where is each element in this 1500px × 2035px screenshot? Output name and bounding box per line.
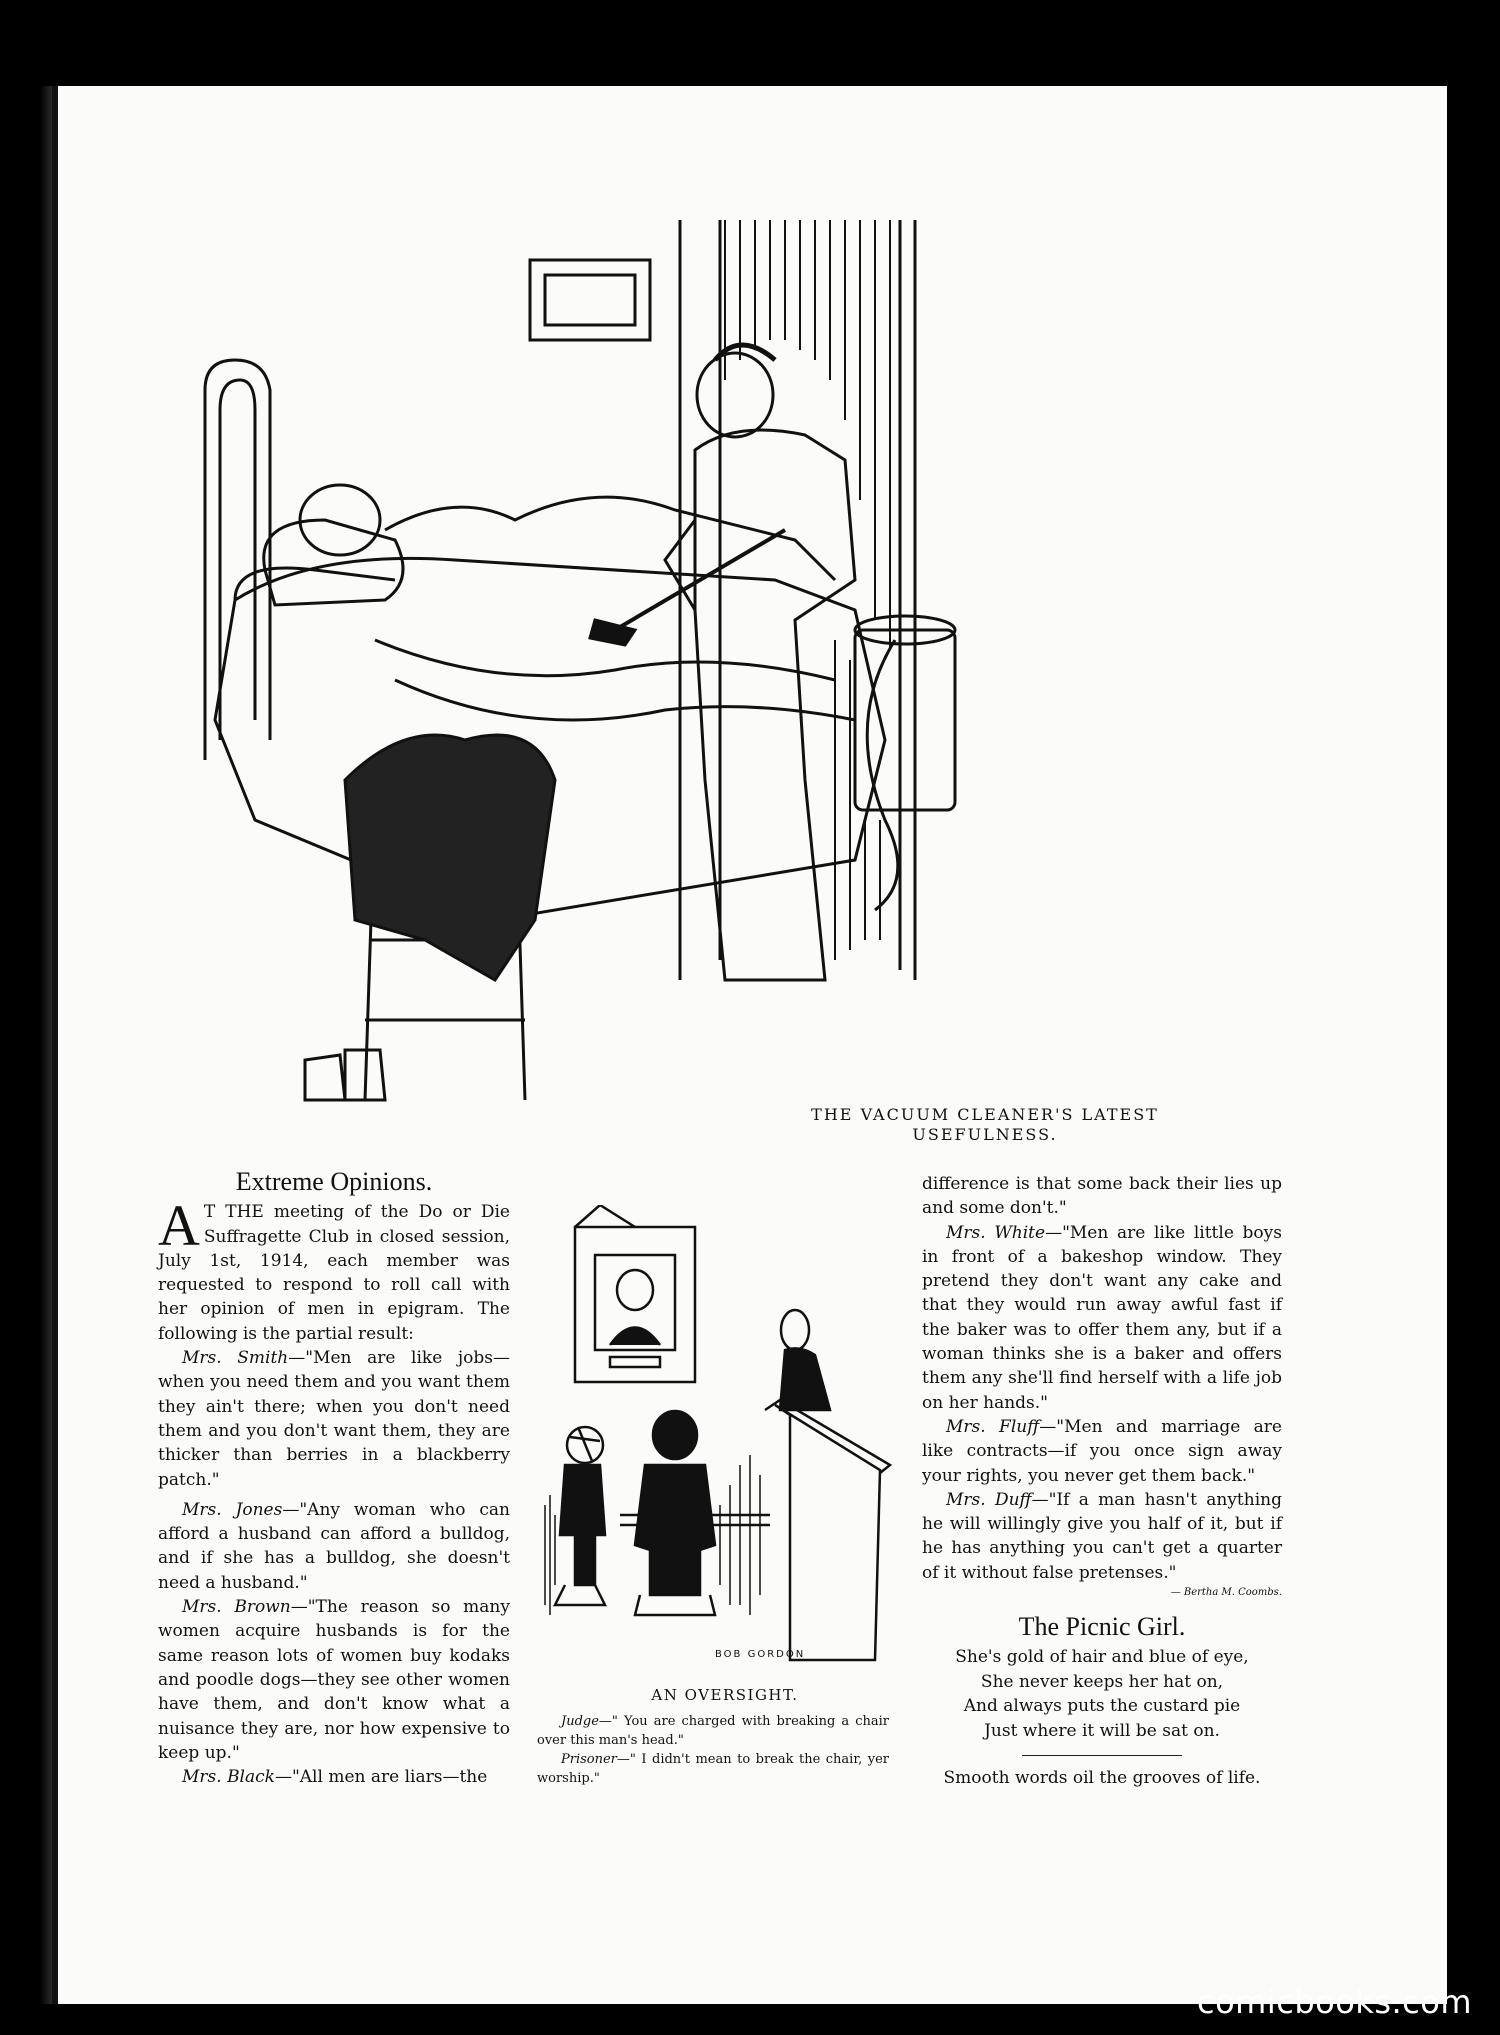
picnic-girl-poem xyxy=(922,1645,1282,1743)
fluff-paragraph: Mrs. Fluff—"Men and marriage are like contracts—if you once sign away your rights, you never get them back." xyxy=(922,1416,1282,1486)
proverb: Smooth words oil the grooves of life. xyxy=(943,1768,1261,1789)
oversight-caption xyxy=(537,1712,889,1788)
continued-text: difference is that some back their lies up and some don't." xyxy=(922,1174,1282,1219)
picnic-girl-heading: The Picnic Girl. xyxy=(1018,1612,1186,1642)
poem-line: She never keeps her hat on, xyxy=(980,1671,1224,1692)
extreme-opinions-heading: Extreme Opinions. xyxy=(235,1167,433,1196)
poem-line: Just where it will be sat on. xyxy=(984,1720,1220,1741)
jones-paragraph: Mrs. Jones—"Any woman who can afford a husband can afford a bulldog, and if she has a bulldog, she doesn't need a husband." xyxy=(158,1499,510,1593)
right-column xyxy=(922,1172,1282,1791)
divider-rule xyxy=(1022,1755,1182,1756)
site-watermark: comicbooks.com xyxy=(1196,1983,1472,2021)
left-column xyxy=(158,1167,510,1789)
poem-line: She's gold of hair and blue of eye, xyxy=(955,1647,1249,1668)
page-edge-shadow xyxy=(40,86,52,2004)
author-signature: — Bertha M. Coombs. xyxy=(1170,1587,1282,1599)
artist-signature: BOB GORDON xyxy=(715,1649,806,1660)
main-illustration-caption: THE VACUUM CLEANER'S LATEST USEFULNESS. xyxy=(811,1105,1159,1144)
brown-paragraph: Mrs. Brown—"The reason so many women acquire husbands is for the same reason lots of women buy kodaks and poodle dogs—they see other women have them, and don't know what a nuisance they are, nor how expensive to keep up." xyxy=(158,1597,510,1763)
duff-paragraph: Mrs. Duff—"If a man hasn't anything he will willingly give you half of it, but if he has anything you can't get a quarter of it without false pretenses." xyxy=(922,1489,1282,1583)
courtroom-illustration xyxy=(540,1205,900,1665)
judge-line: Judge—" You are charged with breaking a chair over this man's head." xyxy=(537,1714,889,1748)
oversight-caption-title: AN OVERSIGHT. xyxy=(651,1686,799,1704)
white-paragraph: Mrs. White—"Men are like little boys in front of a bakeshop window. They pretend they don't want any cake and that they would run away awful fast if the baker was to offer them any, but if a woman thinks she is a baker and offers them any she'll find herself with a life job on her hands." xyxy=(922,1222,1282,1413)
smith-paragraph: Mrs. Smith—"Men are like jobs—when you need them and you want them they ain't there; when you don't need them and you don't want them, they are thicker than berries in a blackberry patch." xyxy=(158,1348,510,1490)
drop-cap: A xyxy=(158,1193,200,1259)
vacuum-cleaner-illustration xyxy=(195,220,1240,1160)
poem-line: And always puts the custard pie xyxy=(963,1696,1241,1717)
intro-paragraph: A T THE meeting of the Do or Die Suffragette Club in closed session, July 1st, 1914, each member was requested to respond to roll call with her opinion of men in epigram. The following is the partial result: xyxy=(158,1193,510,1344)
black-paragraph: Mrs. Black—"All men are liars—the xyxy=(182,1767,488,1788)
prisoner-line: Prisoner—" I didn't mean to break the chair, yer worship." xyxy=(537,1752,889,1786)
